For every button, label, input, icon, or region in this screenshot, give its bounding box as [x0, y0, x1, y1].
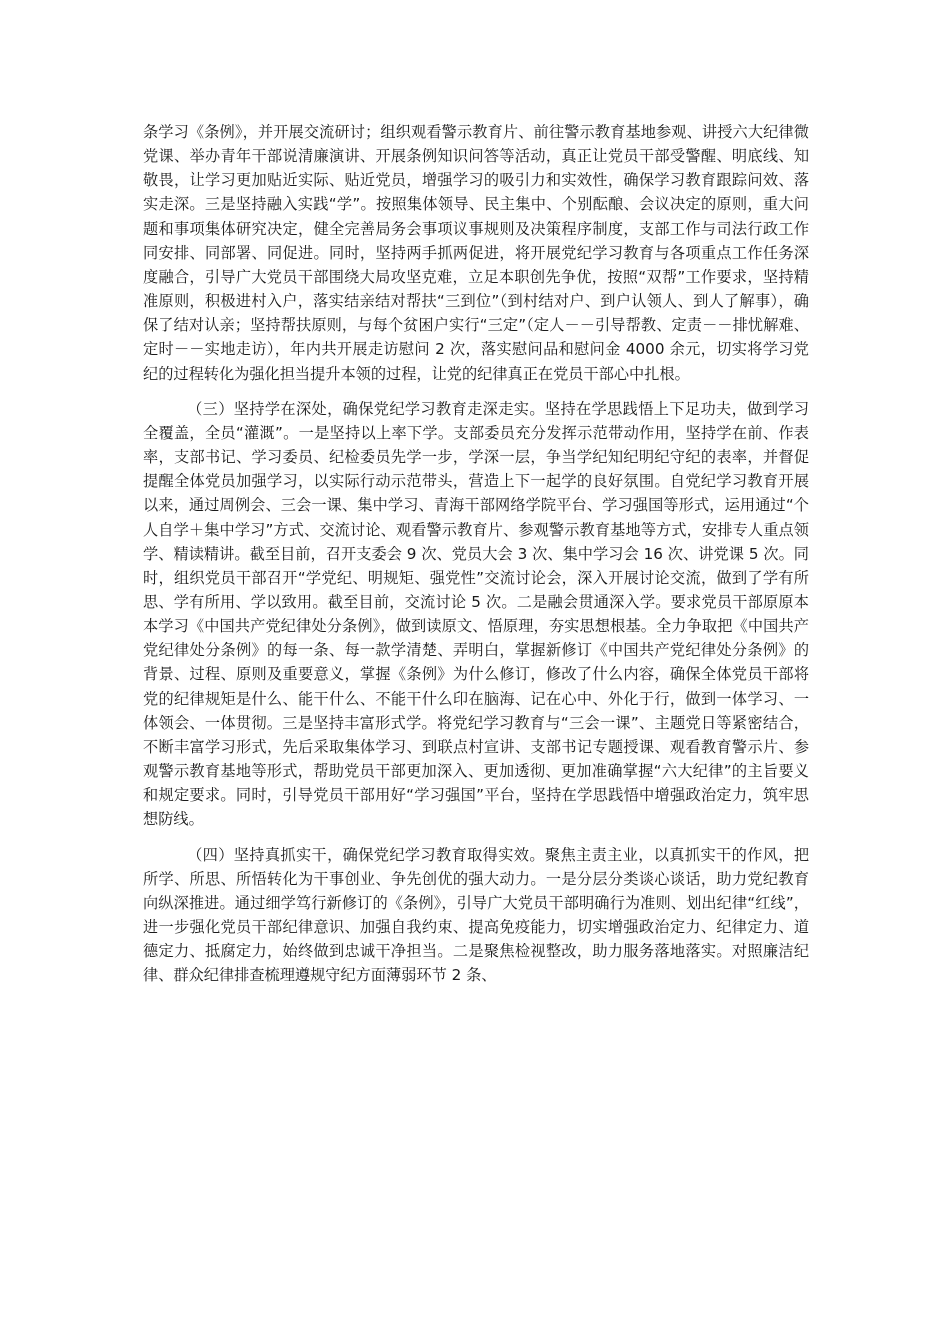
- paragraph-section-three: （三）坚持学在深处，确保党纪学习教育走深走实。坚持在学思践悟上下足功夫，做到学习全覆盖，全员“灌溉”。一是坚持以上率下学。支部委员充分发挥示范带动作用，坚持学在前、作表率，支部书记、学习委员、纪检委员先学一步，学深一层，争当学纪知纪明纪守纪的表率，并督促提醒全体党员加强学习，以实际行动示范带头，营造上下一起学的良好氛围。自党纪学习教育开展以来，通过周例会、三会一课、集中学习、青海干部网络学院平台、学习强国等形式，运用通过“个人自学＋集中学习”方式、交流讨论、观看警示教育片、参观警示教育基地等方式，安排专人重点领学、精读精讲。截至目前，召开支委会 9 次、党员大会 3 次、集中学习会 16 次、讲党课 5 次。同时，组织党员干部召开“学党纪、明规矩、强党性”交流讨论会，深入开展讨论交流，做到了学有所思、学有所用、学以致用。截至目前，交流讨论 5 次。二是融会贯通深入学。要求党员干部原原本本学习《中国共产党纪律处分条例》，做到读原文、悟原理，夯实思想根基。全力争取把《中国共产党纪律处分条例》的每一条、每一款学清楚、弄明白，掌握新修订《中国共产党纪律处分条例》的背景、过程、原则及重要意义，掌握《条例》为什么修订，修改了什么内容，确保全体党员干部将党的纪律规矩是什么、能干什么、不能干什么印在脑海、记在心中、外化于行，做到一体学习、一体领会、一体贯彻。三是坚持丰富形式学。将党纪学习教育与“三会一课”、主题党日等紧密结合，不断丰富学习形式，先后采取集体学习、到联点村宣讲、支部书记专题授课、观看教育警示片、参观警示教育基地等形式，帮助党员干部更加深入、更加透彻、更加准确掌握“六大纪律”的主旨要义和规定要求。同时，引导党员干部用好“学习强国”平台，坚持在学思践悟中增强政治定力，筑牢思想防线。: [143, 399, 809, 829]
- paragraph-section-four: （四）坚持真抓实干，确保党纪学习教育取得实效。聚焦主责主业，以真抓实干的作风，把所学、所思、所悟转化为干事创业、争先创优的强大动力。一是分层分类谈心谈话，助力党纪教育向纵深推进。通过细学笃行新修订的《条例》，引导广大党员干部明确行为准则、划出纪律“红线”，进一步强化党员干部纪律意识、加强自我约束、提高免疫能力，切实增强政治定力、纪律定力、道德定力、抵腐定力，始终做到忠诚干净担当。二是聚焦检视整改，助力服务落地落实。对照廉洁纪律、群众纪律排查梳理遵规守纪方面薄弱环节 2 条、: [143, 845, 809, 985]
- paragraph-continuation: 条学习《条例》，并开展交流研讨；组织观看警示教育片、前往警示教育基地参观、讲授六大纪律微党课、举办青年干部说清廉演讲、开展条例知识问答等活动，真正让党员干部受警醒、明底线、知敬畏，让学习更加贴近实际、贴近党员，增强学习的吸引力和实效性，确保学习教育跟踪问效、落实走深。三是坚持融入实践“学”。按照集体领导、民主集中、个别酝酿、会议决定的原则，重大问题和事项集体研究决定，健全完善局务会事项议事规则及决策程序制度，支部工作与司法行政工作同安排、同部署、同促进。同时，坚持两手抓两促进，将开展党纪学习教育与各项重点工作任务深度融合，引导广大党员干部围绕大局攻坚克难，立足本职创先争优，按照“双帮”工作要求，坚持精准原则，积极进村入户，落实结亲结对帮扶“三到位”（到村结对户、到户认领人、到人了解事），确保了结对认亲；坚持帮扶原则，与每个贫困户实行“三定”（定人－－引导帮教、定责－－排忧解难、定时－－实地走访），年内共开展走访慰问 2 次，落实慰问品和慰问金 4000 余元，切实将学习党纪的过程转化为强化担当提升本领的过程，让党的纪律真正在党员干部心中扎根。: [143, 123, 809, 383]
- document-page: [143, 120, 809, 987]
